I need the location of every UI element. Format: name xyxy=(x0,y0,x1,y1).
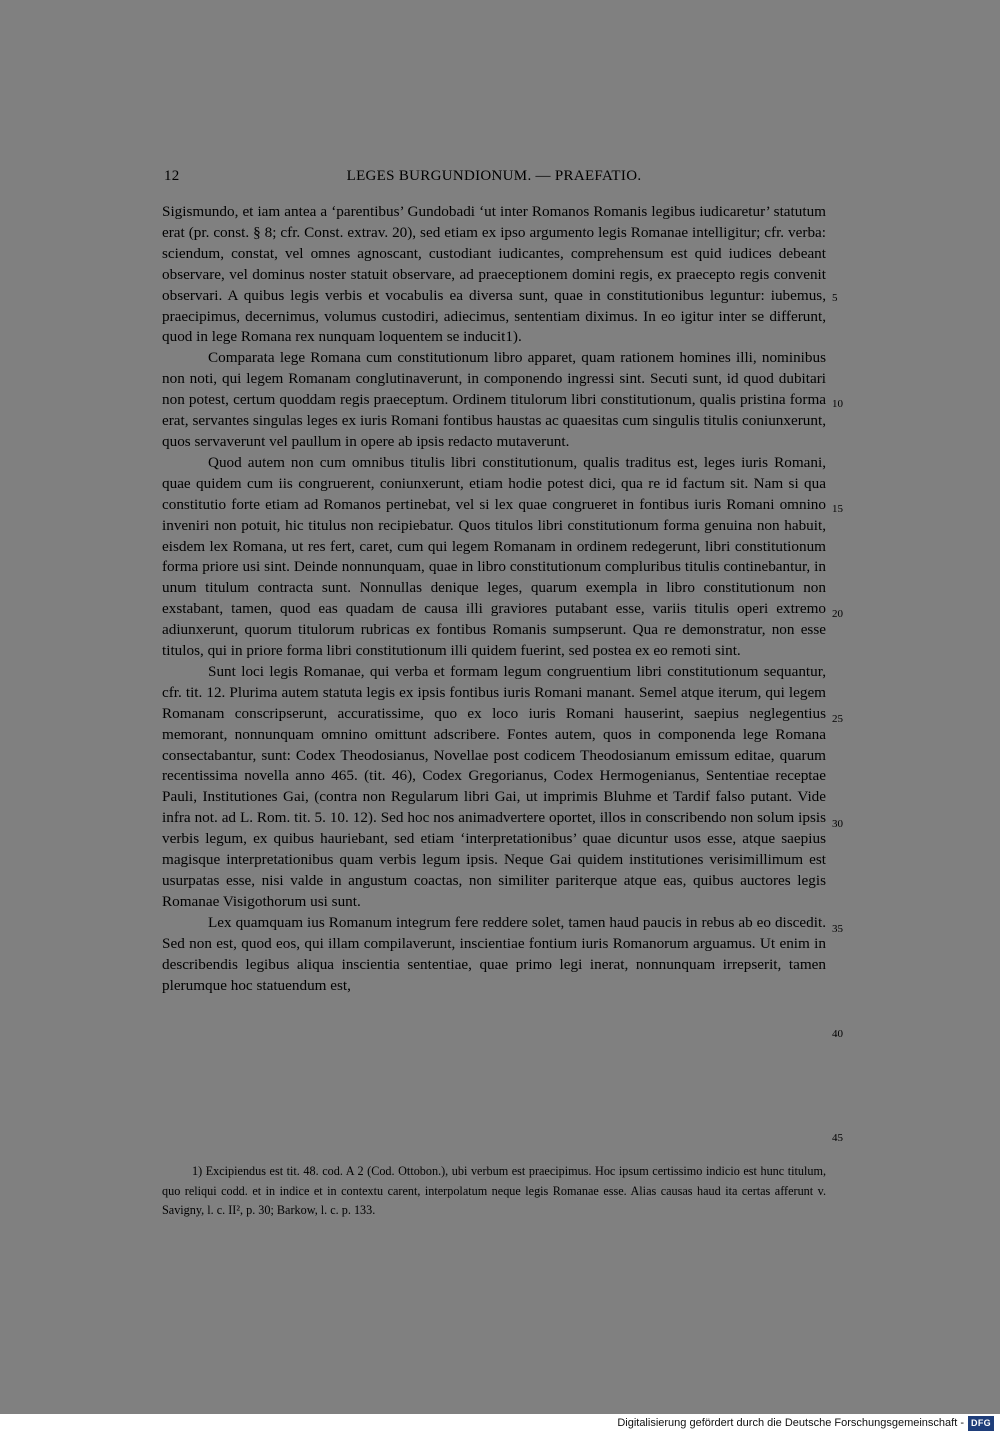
funding-bar xyxy=(0,1414,1000,1434)
paragraph: Quod autem non cum omnibus titulis libri constitutionum, qualis traditus est, leges iuris Romani, quae quidem cum iis congruerent, coniunxerunt, etiam hodie potest dici, qua re id factum sit. Nam si qua constitutio forte etiam ad Romanos pertinebat, vel si lex quae congrueret in fontibus iuris Romani omnino inveniri non potuit, hic titulus non recipiebatur. Quos titulos libri constitutionum forma genuina non habuit, eisdem lex Romana, ut res fert, caret, cum qui legem Romanam in ordinem redegerunt, libri constitutionum forma priore usi sint. Deinde nonnunquam, quae in libro constitutionum compluribus titulis continebantur, in unum titulum contracta sunt. Nonnullas denique leges, quarum exempla in libro constitutionum non exstabant, tamen, quod eas quadam de causa illi graviores putabant esse, variis titulis operi extremo adiunxerunt, quorum titulorum rubricas ex fontibus Romanis sumpserunt. Qua re demonstratur, non esse titulos, qui in priore forma libri constitutionum illi quidem fuerint, sed postea ex eo remoti sint. xyxy=(162,453,826,660)
line-number: 25 xyxy=(832,713,843,725)
page-number: 12 xyxy=(164,168,180,184)
main-text xyxy=(162,202,826,996)
paragraph: Sunt loci legis Romanae, qui verba et formam legum congruentium libri constitutionum sequantur, cfr. tit. 12. Plurima autem statuta legis ex ipsis fontibus iuris Romani manant. Semel atque iterum, qui legem Romanam conscripserunt, accuratissime, quo ex loco iuris Romani hauserint, saepius neglegentius memorant, nonnunquam omnino omittunt adscribere. Fontes autem, quos in componenda lege Romana consectabantur, sunt: Codex Theodosianus, Novellae post codicem Theodosianum emissum editae, quarum recentissima novella anno 465. (tit. 46), Codex Gregorianus, Codex Hermogenianus, Sententiae receptae Pauli, Institutiones Gai, (contra non Regularum libri Gai, ut imprimis Bluhme et Tardif falso putant. Vide infra not. ad L. Rom. tit. 5. 10. 12). Sed hoc nos animadvertere oportet, illos in conscribendo non solum ipsis verbis legum, ex quibus hauriebant, sed etiam ‘interpretationibus’ quae dicuntur usos esse, atque saepius magisque interpretationibus quam verbis legum ipsis. Neque Gai quidem institutiones verisimillimum est usurpatas esse, nisi valde in angustum coactas, non similiter pariterque atque eas, quibus auctores legis Romanae Visigothorum usi sunt. xyxy=(162,662,826,910)
line-number: 45 xyxy=(832,1132,843,1144)
funding-text: Digitalisierung gefördert durch die Deutsche Forschungsgemeinschaft - xyxy=(617,1417,964,1429)
page-header xyxy=(164,168,824,192)
line-number: 35 xyxy=(832,923,843,935)
line-number: 40 xyxy=(832,1028,843,1040)
dfg-logo[interactable]: DFG xyxy=(968,1416,994,1431)
running-title: LEGES BURGUNDIONUM. — PRAEFATIO. xyxy=(346,168,642,184)
line-number: 10 xyxy=(832,398,843,410)
line-number: 30 xyxy=(832,818,843,830)
footnotes xyxy=(162,1162,826,1221)
paragraph: Comparata lege Romana cum constitutionum libro apparet, quam rationem homines illi, nominibus non noti, qui legem Romanam conglutinaverunt, in componendo ingressi sint. Secuti sunt, id quod dubitari non potest, certum quoddam regis praeceptum. Ordinem titulorum libri constitutionum, qualis pristina forma erat, servantes singulas leges ex iuris Romani fontibus haustas ac quaesitas cum singulis titulis coniunxerunt, quos servaverunt vel paullum in opere ab ipsis redacto mutaverunt. xyxy=(162,349,826,450)
line-number: 20 xyxy=(832,608,843,620)
footnote: 1) Excipiendus est tit. 48. cod. A 2 (Cod. Ottobon.), ubi verbum est praecipimus. Hoc ipsum certissimo indicio est hunc titulum, quo reliqui codd. et in indice et in contextu carent, interpolatum neque legis Romanae esse. Alias causas haud ita certas afferunt v. Savigny, l. c. II², p. 30; Barkow, l. c. p. 133. xyxy=(162,1164,826,1218)
line-number: 15 xyxy=(832,503,843,515)
paragraph: Lex quamquam ius Romanum integrum fere reddere solet, tamen haud paucis in rebus ab eo discedit. Sed non est, quod eos, qui illam compilaverunt, inscientiae fontium iuris Romanorum arguamus. Ut enim in describendis legibus aliqua inscientia sententiae, quae primo legi inerat, nonnunquam irrepserit, tamen plerumque hoc statuendum est, xyxy=(162,913,826,994)
paragraph: Sigismundo, et iam antea a ‘parentibus’ Gundobadi ‘ut inter Romanos Romanis legibus iudicaretur’ statutum erat (pr. const. § 8; cfr. Const. extrav. 20), sed etiam ex ipso argumento legis Romanae intelligitur; cfr. verba: sciendum, constat, vel omnes agnoscant, custodiant iudicantes, comprehensum est quid iudices debeant observare, vel dominus noster statuit observare, ad praeceptionem domini regis, ex praecepto regis convenit observari. A quibus legis verbis et vocabulis ea diversa sunt, quae in constitutionibus leguntur: iubemus, praecipimus, decernimus, volumus custodiri, adiecimus, sententiam diximus. In eo igitur inter se differunt, quod in lege Romana rex nunquam loquentem se inducit1). xyxy=(162,203,826,346)
line-number: 5 xyxy=(832,292,838,304)
